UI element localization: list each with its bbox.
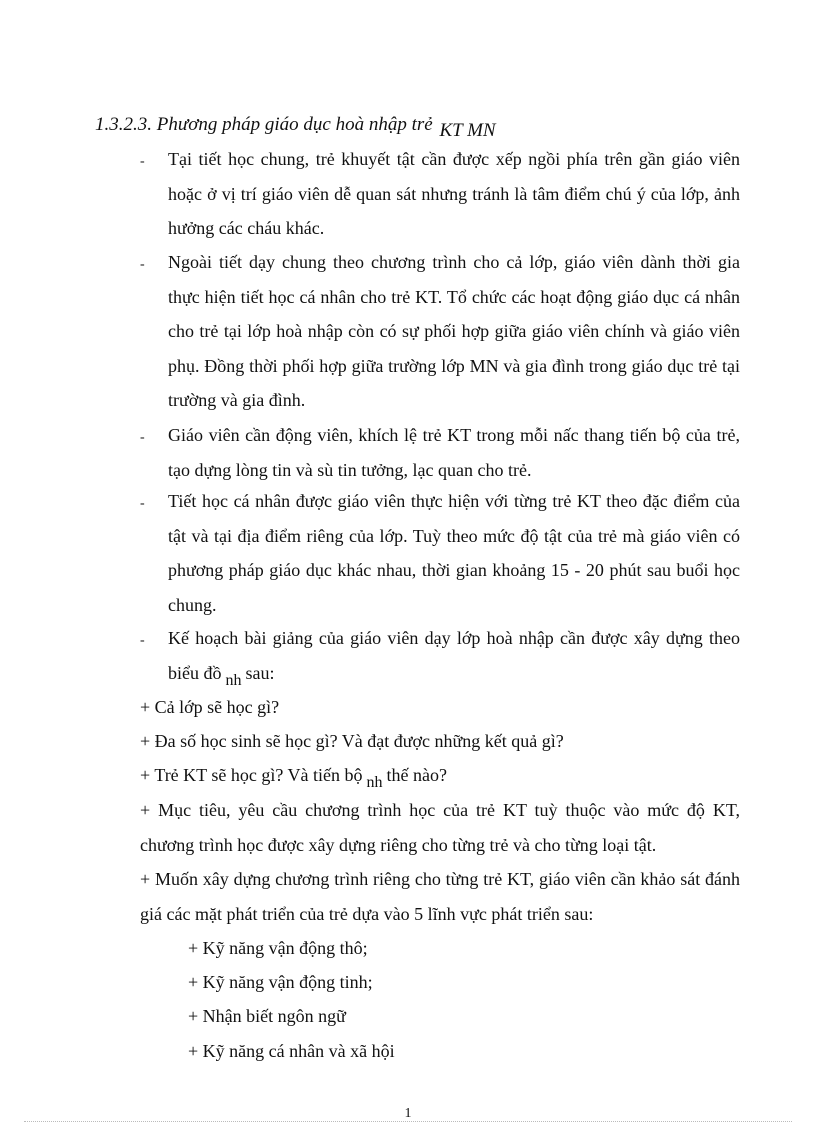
- bullet-text: Giáo viên cần động viên, khích lệ trẻ KT trong mỗi nấc thang tiến bộ của trẻ, tạo dựng lòng tin và sù tin tưởng, lạc quan cho trẻ.: [168, 425, 740, 480]
- bullet-text: [168, 621, 740, 692]
- dash-marker: -: [140, 633, 145, 648]
- development-area-item: + Kỹ năng cá nhân và xã hội: [188, 1041, 395, 1061]
- plus-item-start: + Trẻ KT sẽ học gì? Và tiến bộ: [140, 765, 363, 785]
- plus-item-end: thế nào?: [386, 765, 447, 785]
- plus-item: + Mục tiêu, yêu cầu chương trình học của trẻ KT tuỳ thuộc vào mức độ KT, chương trình học được xây dựng riêng cho từng trẻ và cho từng loại tật.: [140, 800, 740, 855]
- dash-marker: -: [140, 496, 145, 511]
- bullet-item: [140, 142, 740, 246]
- development-area-item: + Kỹ năng vận động thô;: [188, 938, 368, 958]
- page-number: 1: [404, 1106, 412, 1121]
- bullet-item: [140, 245, 740, 418]
- section-heading-suffix: KT MN: [439, 120, 496, 141]
- bullet-text-start: Kế hoạch bài giảng của giáo viên dạy lớp hoà nhập cần được xây dựng theo biểu đồ: [168, 628, 740, 683]
- section-heading-text: 1.3.2.3. Phương pháp giáo dục hoà nhập trẻ: [95, 114, 433, 135]
- bullet-item: [140, 484, 740, 622]
- bullet-text: Ngoài tiết dạy chung theo chương trình cho cả lớp, giáo viên dành thời gia thực hiện tiết học cá nhân cho trẻ KT. Tổ chức các hoạt động giáo dục cá nhân cho trẻ tại lớp hoà nhập còn có sự phối hợp giữa giáo viên chính và giáo viên phụ. Đồng thời phối hợp giữa trường lớp MN và gia đình trong giáo dục trẻ tại trường và gia đình.: [168, 252, 740, 410]
- footer-divider: [24, 1121, 792, 1122]
- plus-item: [140, 758, 740, 795]
- dash-marker: -: [140, 154, 145, 169]
- lowered-fragment: nh: [366, 774, 383, 791]
- bullet-item: [140, 418, 740, 487]
- bullet-text-end: sau:: [245, 662, 275, 683]
- development-area-item: + Nhận biết ngôn ngữ: [188, 1006, 346, 1026]
- bullet-item: [140, 621, 740, 692]
- plus-item: + Muốn xây dựng chương trình riêng cho từng trẻ KT, giáo viên cần khảo sát đánh giá các mặt phát triển của trẻ dựa vào 5 lĩnh vực phát triển sau:: [140, 869, 740, 924]
- lowered-fragment: nh: [225, 671, 242, 689]
- dash-marker: -: [140, 430, 145, 445]
- plus-item: + Cả lớp sẽ học gì?: [140, 697, 280, 717]
- plus-item: + Đa số học sinh sẽ học gì? Và đạt được những kết quả gì?: [140, 731, 564, 751]
- bullet-text: Tiết học cá nhân được giáo viên thực hiện với từng trẻ KT theo đặc điểm của tật và tại địa điểm riêng của lớp. Tuỳ theo mức độ tật của trẻ mà giáo viên có phương pháp giáo dục khác nhau, thời gian khoảng 15 - 20 phút sau buổi học chung.: [168, 491, 740, 615]
- section-heading: [95, 114, 496, 141]
- bullet-text: Tại tiết học chung, trẻ khuyết tật cần được xếp ngồi phía trên gần giáo viên hoặc ở vị trí giáo viên dễ quan sát nhưng tránh là tâm điểm chú ý của lớp, ảnh hưởng các cháu khác.: [168, 149, 740, 238]
- dash-marker: -: [140, 257, 145, 272]
- development-area-item: + Kỹ năng vận động tinh;: [188, 972, 373, 992]
